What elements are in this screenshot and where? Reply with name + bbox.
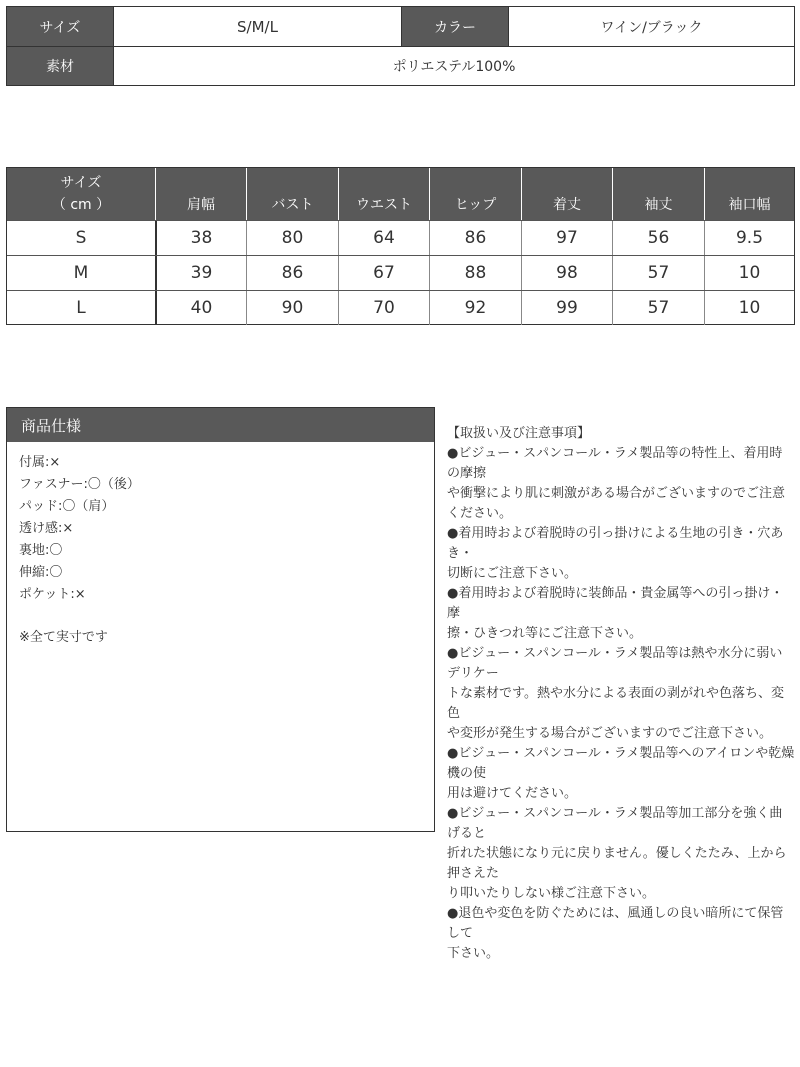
table-cell: 86 bbox=[246, 256, 338, 290]
table-cell: 86 bbox=[429, 221, 521, 255]
material-label: 素材 bbox=[7, 46, 113, 85]
care-line: や変形が発生する場合がございますのでご注意下さい。 bbox=[447, 726, 773, 741]
color-label: カラー bbox=[401, 7, 508, 46]
table-cell: 92 bbox=[429, 291, 521, 325]
table-cell: 99 bbox=[521, 291, 612, 325]
care-line: ●着用時および着脱時の引っ掛けによる生地の引き・穴あき・ bbox=[447, 526, 784, 561]
care-line: 用は避けてください。 bbox=[447, 786, 578, 801]
care-line: ●着用時および着脱時に装飾品・貴金属等への引っ掛け・摩 bbox=[447, 586, 784, 621]
row-size: L bbox=[76, 298, 86, 318]
care-line: 切断にご注意下さい。 bbox=[447, 566, 578, 581]
table-cell: 98 bbox=[521, 256, 612, 290]
care-line: ●ビジュー・スパンコール・ラメ製品等加工部分を強く曲げると bbox=[447, 806, 783, 841]
size-header-unit: （ cm ） bbox=[51, 197, 111, 213]
table-cell: 70 bbox=[338, 291, 429, 325]
spec-item: 付属:× bbox=[19, 455, 61, 470]
column-header: 袖口幅 bbox=[704, 168, 794, 220]
size-chart-table bbox=[6, 167, 795, 325]
column-header: 着丈 bbox=[521, 168, 612, 220]
table-cell: 56 bbox=[612, 221, 704, 255]
care-line: ●退色や変色を防ぐためには、風通しの良い暗所にて保管して bbox=[447, 906, 784, 941]
size-label: サイズ bbox=[7, 7, 113, 46]
table-cell: 10 bbox=[704, 291, 794, 325]
spec-item: ポケット:× bbox=[19, 587, 86, 602]
care-line: 下さい。 bbox=[447, 946, 500, 961]
table-row bbox=[7, 290, 794, 325]
table-cell: 88 bbox=[429, 256, 521, 290]
product-spec-box bbox=[6, 407, 435, 832]
spec-item: 透け感:× bbox=[19, 521, 74, 536]
size-header-cell bbox=[7, 168, 155, 220]
table-cell: 57 bbox=[612, 256, 704, 290]
table-cell: 67 bbox=[338, 256, 429, 290]
care-title: 【取扱い及び注意事項】 bbox=[447, 426, 591, 441]
product-info-table bbox=[6, 6, 795, 86]
table-cell: 39 bbox=[155, 256, 246, 290]
table-row bbox=[7, 255, 794, 290]
size-header-line1: サイズ bbox=[60, 175, 102, 191]
size-table-header bbox=[7, 168, 794, 220]
care-line: や衝撃により肌に刺激がある場合がございますのでご注意ください。 bbox=[447, 486, 786, 521]
column-header: 肩幅 bbox=[155, 168, 246, 220]
column-header: バスト bbox=[246, 168, 338, 220]
table-row bbox=[7, 220, 794, 255]
care-line: 擦・ひきつれ等にご注意下さい。 bbox=[447, 626, 643, 641]
table-cell: 64 bbox=[338, 221, 429, 255]
table-cell: 57 bbox=[612, 291, 704, 325]
column-header: ヒップ bbox=[429, 168, 521, 220]
table-cell: 90 bbox=[246, 291, 338, 325]
spec-title: 商品仕様 bbox=[7, 408, 434, 442]
care-line: ●ビジュー・スパンコール・ラメ製品等は熱や水分に弱いデリケー bbox=[447, 646, 783, 681]
spec-list bbox=[19, 452, 140, 606]
spec-item: 伸縮:〇 bbox=[19, 565, 63, 580]
table-cell: 80 bbox=[246, 221, 338, 255]
column-header: ウエスト bbox=[338, 168, 429, 220]
spec-item: パッド:〇（肩） bbox=[19, 499, 115, 514]
size-value: S/M/L bbox=[113, 7, 401, 46]
table-cell: 97 bbox=[521, 221, 612, 255]
care-line: ●ビジュー・スパンコール・ラメ製品等の特性上、着用時の摩擦 bbox=[447, 446, 783, 481]
care-line: トな素材です。熱や水分による表面の剥がれや色落ち、変色 bbox=[447, 686, 784, 721]
care-line: り叩いたりしない様ご注意下さい。 bbox=[447, 886, 656, 901]
measurement-note: ※全て実寸です bbox=[19, 630, 108, 645]
table-cell: 9.5 bbox=[704, 221, 794, 255]
care-notes bbox=[447, 424, 795, 964]
row-size: S bbox=[75, 228, 87, 248]
table-cell: 38 bbox=[155, 221, 246, 255]
material-value: ポリエステル100% bbox=[113, 46, 794, 85]
spec-item: ファスナー:〇（後） bbox=[19, 477, 140, 492]
table-cell: 40 bbox=[155, 291, 246, 325]
table-cell: 10 bbox=[704, 256, 794, 290]
column-header: 袖丈 bbox=[612, 168, 704, 220]
care-line: 折れた状態になり元に戻りません。優しくたたみ、上から押さえた bbox=[447, 846, 787, 881]
row-size: M bbox=[73, 263, 89, 283]
spec-item: 裏地:〇 bbox=[19, 543, 63, 558]
color-value: ワイン/ブラック bbox=[508, 7, 794, 46]
care-line: ●ビジュー・スパンコール・ラメ製品等へのアイロンや乾燥機の使 bbox=[447, 746, 795, 781]
